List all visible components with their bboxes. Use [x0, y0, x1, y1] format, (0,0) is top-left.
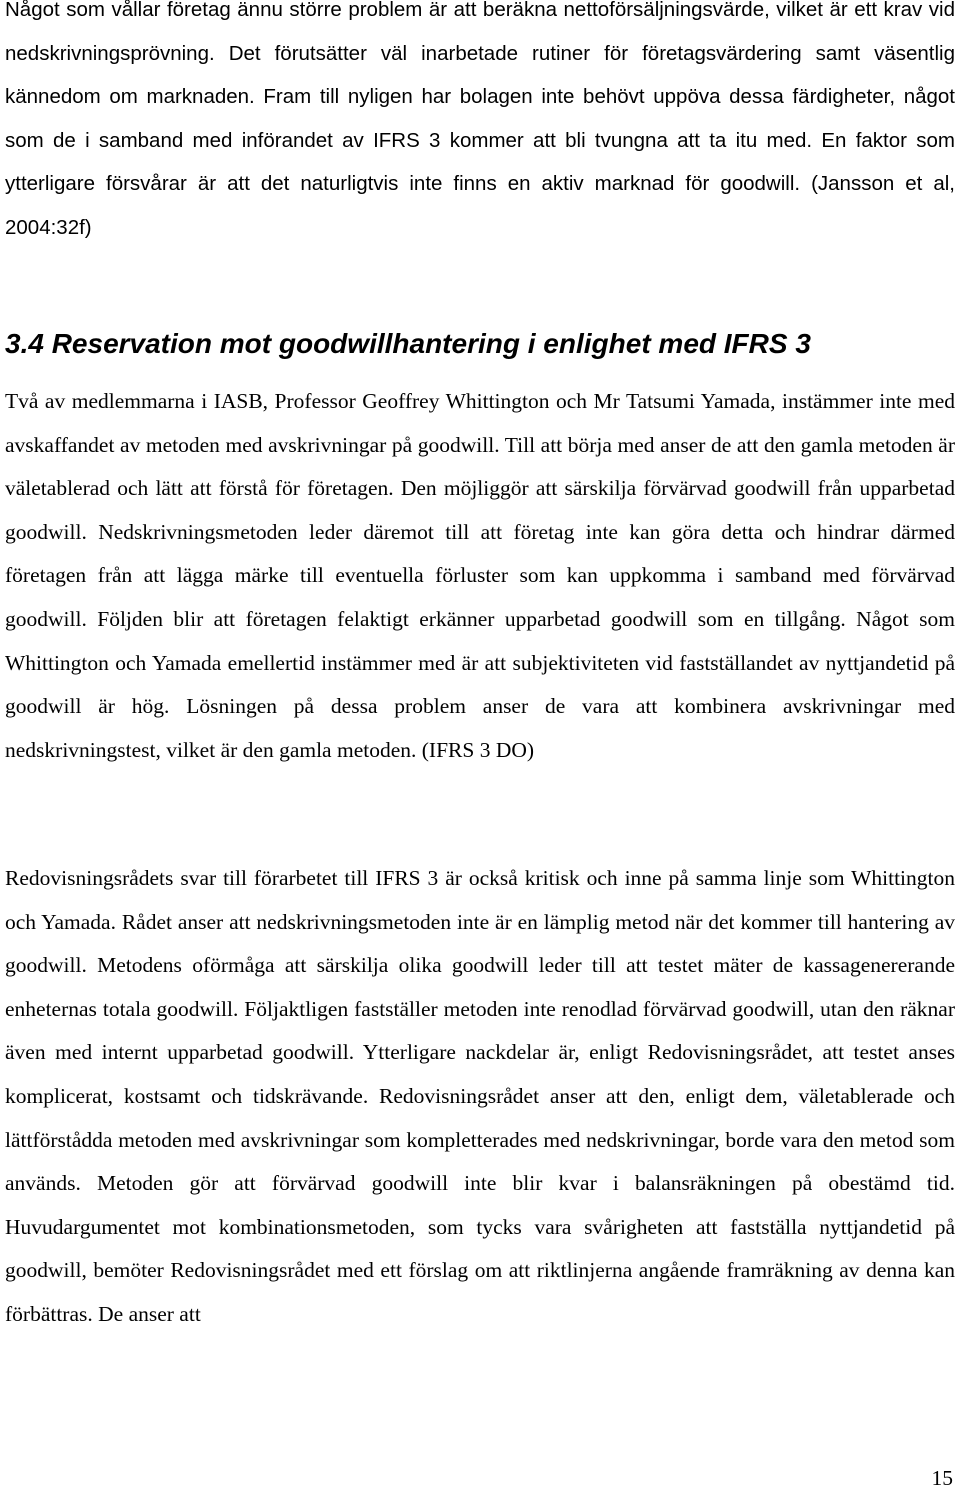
section-heading: 3.4 Reservation mot goodwillhantering i enlighet med IFRS 3	[5, 328, 811, 359]
paragraph-intro: Något som vållar företag ännu större problem är att beräkna nettoförsäljningsvärde, vilket är ett krav vid nedskrivningsprövning. Det förutsätter väl inarbetade rutiner för företagsvärdering samt väsentlig kännedom om marknaden. Fram till nyligen har bolagen inte behövt uppöva dessa färdigheter, något som de i samband med införandet av IFRS 3 kommer att bli tvungna att ta itu med. En faktor som ytterligare försvårar är att det naturligtvis inte finns en aktiv marknad för goodwill. (Jansson et al, 2004:32f)	[5, 0, 955, 239]
page-number: 15	[931, 1466, 953, 1490]
paragraph-iasb-reservation: Två av medlemmarna i IASB, Professor Geoffrey Whittington och Mr Tatsumi Yamada, instämmer inte med avskaffandet av metoden med avskrivningar på goodwill. Till att börja med anser de att den gamla metoden är väletablerad och lätt att förstå för företagen. Den möjliggör att särskilja förvärvad goodwill från upparbetad goodwill. Nedskrivningsmetoden leder däremot till att företag inte kan göra detta och hindrar därmed företagen från att lägga märke till eventuella förluster som kan uppkomma i samband med förvärvad goodwill. Följden blir att företagen felaktigt erkänner upparbetad goodwill som en tillgång. Något som Whittington och Yamada emellertid instämmer med är att subjektiviteten vid fastställandet av nyttjandetid på goodwill är hög. Lösningen på dessa problem anser de vara att kombinera avskrivningar med nedskrivningstest, vilket är den gamla metoden. (IFRS 3 DO)	[5, 389, 955, 762]
paragraph-redovisningsradet: Redovisningsrådets svar till förarbetet till IFRS 3 är också kritisk och inne på samma linje som Whittington och Yamada. Rådet anser att nedskrivningsmetoden inte är en lämplig metod när det kommer till hantering av goodwill. Metodens oförmåga att särskilja olika goodwill leder till att testet mäter de kassagenererande enheternas totala goodwill. Följaktligen fastställer metoden inte renodlad förvärvad goodwill, utan den räknar även med internt upparbetad goodwill. Ytterligare nackdelar är, enligt Redovisningsrådet, att testet anses komplicerat, kostsamt och tidskrävande. Redovisningsrådet anser att den, enligt dem, väletablerade och lättförstådda metoden med avskrivningar som kompletterades med nedskrivningar, borde vara den metod som används. Metoden gör att förvärvad goodwill inte blir kvar i balansräkningen på obestämd tid. Huvudargumentet mot kombinationsmetoden, som tycks vara svårigheten att fastställa nyttjandetid på goodwill, bemöter Redovisningsrådet med ett förslag om att riktlinjerna angående framräkning av denna kan förbättras. De anser att	[5, 866, 955, 1326]
